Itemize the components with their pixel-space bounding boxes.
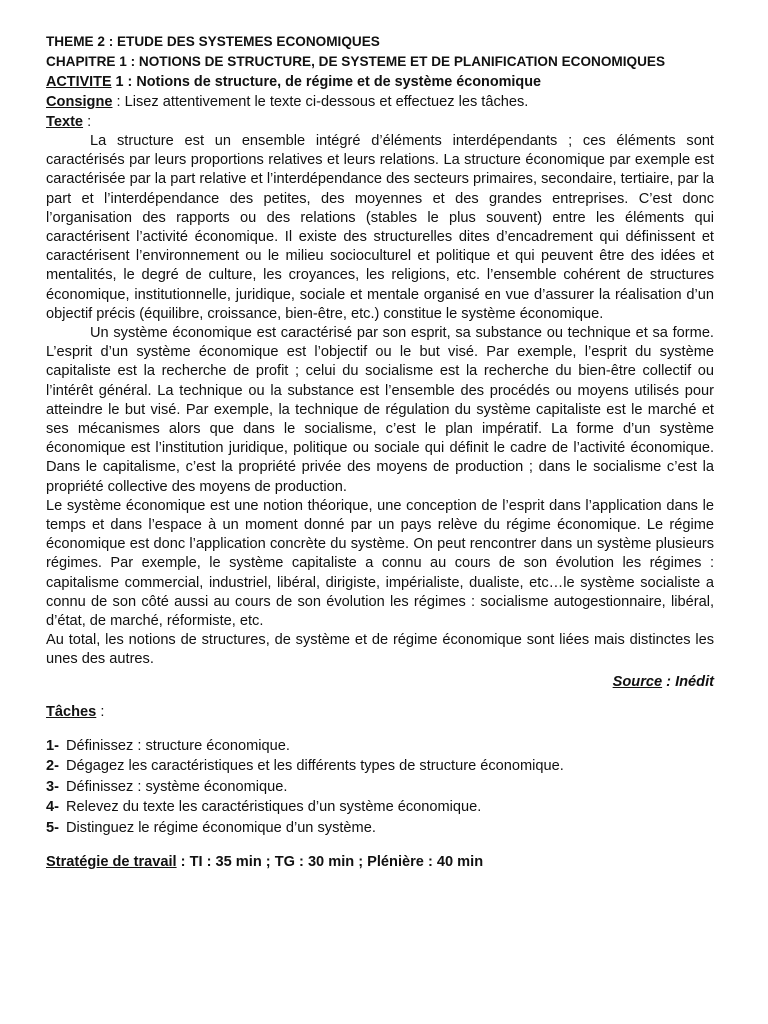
task-number: 5- bbox=[46, 819, 59, 836]
activity-label: ACTIVITE bbox=[46, 74, 112, 90]
text-paragraph-conclusion: Au total, les notions de structures, de système et de régime économique sont liées mais distinctes les unes des autres. bbox=[46, 632, 714, 668]
source-text: : Inédit bbox=[662, 673, 714, 690]
consigne-text: : Lisez attentivement le texte ci-dessous et effectuez les tâches. bbox=[112, 94, 529, 110]
task-item bbox=[46, 777, 714, 798]
task-number: 1- bbox=[46, 737, 59, 754]
source-line bbox=[46, 672, 714, 692]
text-paragraph-regime: Le système économique est une notion théorique, une conception de l’esprit dans l’application dans le temps et dans l’espace à un moment donné par un pays relève du régime économique. Le régime économique est donc l’application concrète du système. On peut rencontrer dans un système plusieurs régimes. Par exemple, le système capitaliste a connu au cours de son évolution les régimes : capitalisme commercial, industriel, libéral, dirigiste, impérialiste, dualiste, etc…le système socialiste a connu de son côté aussi au cours de son évolution les régimes : socialisme autogestionnaire, libéral, d’état, de marché, réformiste, etc. bbox=[46, 497, 714, 630]
task-text: Dégagez les caractéristiques et les différents types de structure économique. bbox=[66, 758, 564, 775]
strategy-label: Stratégie de travail bbox=[46, 854, 177, 871]
task-item bbox=[46, 736, 714, 757]
task-text: Distinguez le régime économique d’un système. bbox=[66, 819, 376, 836]
task-item bbox=[46, 818, 714, 839]
tasks-colon: : bbox=[96, 703, 105, 720]
task-text: Définissez : système économique. bbox=[66, 778, 288, 795]
activity-heading bbox=[46, 72, 714, 92]
consigne-line bbox=[46, 92, 714, 112]
strategy-text: : TI : 35 min ; TG : 30 min ; Plénière : 40 min bbox=[176, 854, 484, 871]
chapter-heading: CHAPITRE 1 : NOTIONS DE STRUCTURE, DE SYSTEME ET DE PLANIFICATION ECONOMIQUES bbox=[46, 54, 666, 69]
theme-heading: THEME 2 : ETUDE DES SYSTEMES ECONOMIQUES bbox=[46, 34, 380, 49]
activity-title: 1 : Notions de structure, de régime et de système économique bbox=[111, 74, 541, 90]
task-item bbox=[46, 797, 714, 818]
task-item bbox=[46, 756, 714, 777]
tasks-label: Tâches bbox=[46, 703, 97, 720]
strategy-line bbox=[46, 852, 714, 872]
texte-colon: : bbox=[83, 114, 92, 130]
task-text: Définissez : structure économique. bbox=[66, 737, 290, 754]
task-number: 2- bbox=[46, 758, 59, 775]
tasks-heading bbox=[46, 702, 714, 722]
task-number: 3- bbox=[46, 778, 59, 795]
consigne-label: Consigne bbox=[46, 94, 113, 110]
task-number: 4- bbox=[46, 799, 59, 816]
task-text: Relevez du texte les caractéristiques d’un système économique. bbox=[66, 799, 482, 816]
texte-label: Texte bbox=[46, 114, 84, 130]
text-paragraph-structure: La structure est un ensemble intégré d’éléments interdépendants ; ces éléments sont caractérisés par leurs proportions relatives et leurs relations. La structure économique par exemple est caractérisée par la part relative et l’interdépendance des secteurs primaires, secondaire, tertiaire, par la part et l’interdépendance des petites, des moyennes et des grandes entreprises. C’est donc l’organisation des rapports ou des relations (stables le plus souvent) entre les éléments qui caractérisent l’activité économique. Il existe des structurelles dites d’encadrement qui définissent et caractérisent l’environnement ou le milieu socioculturel et politique et qui peuvent être des idées et mentalités, le degré de culture, les croyances, les religions, etc. l’ensemble cohérent de structures économique, institutionnelle, juridique, sociale et mentale organisé en vue d’assurer la réalisation d’un objectif précis (équilibre, croissance, bien-être, etc.) constitue le système économique. bbox=[46, 133, 714, 322]
text-paragraph-systeme: Un système économique est caractérisé par son esprit, sa substance ou technique et sa forme. L’esprit d’un système économique est l’objectif ou le but visé. Par exemple, l’esprit du système capitaliste est la recherche de profit ; celui du socialisme est la recherche du bien-être collectif ou l’intérêt général. La technique ou la substance est l’ensemble des procédés ou moyens utilisés pour atteindre le but visé. Par exemple, la technique de régulation du système capitaliste est le marché et ses mécanismes alors que dans le socialisme, c’est le plan impératif. La forme d’un système économique est l’institution juridique, politique ou sociale qui définit le cadre de l’activité économique. Dans le capitalisme, c’est la propriété privée des moyens de production ; dans le socialisme c’est la propriété collective des moyens de production. bbox=[46, 325, 714, 495]
source-label: Source bbox=[612, 673, 663, 690]
texte-line bbox=[46, 112, 714, 132]
task-list bbox=[46, 736, 714, 839]
